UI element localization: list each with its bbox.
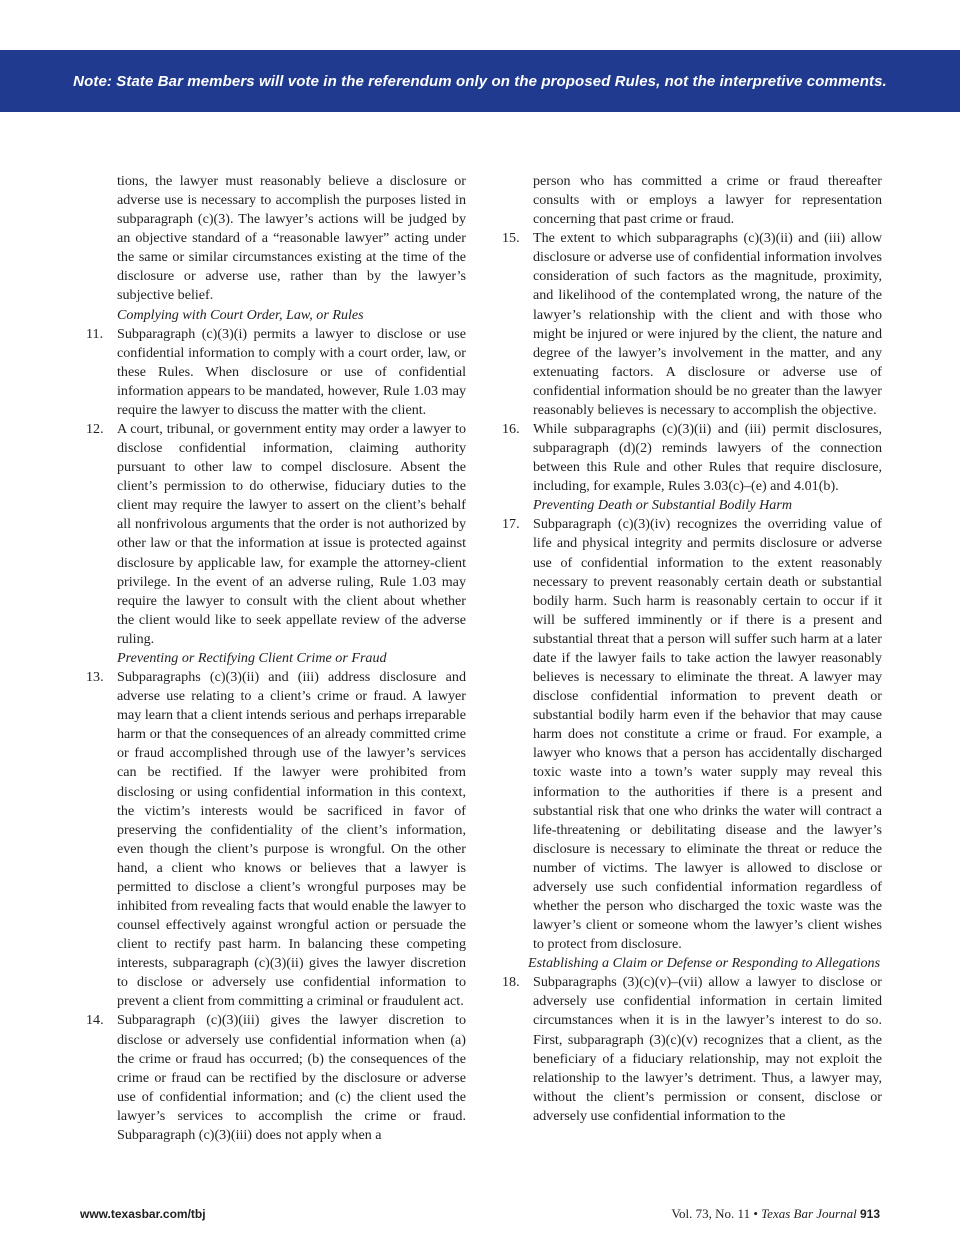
bullet-separator: • [753,1206,758,1221]
section-heading: Preventing or Rectifying Client Crime or Fraud [117,649,387,666]
comment-number: 17. [502,516,520,533]
comment-text: Subparagraph (c)(3)(i) permits a lawyer to disclose or use confidential information to comply with a court order, law, or these Rules. When disclosure or use of confidential information appears to be mandated, however, Rule 1.03 may require the lawyer to discuss the matter with the client. [117,325,466,418]
comment-item [502,515,882,954]
left-column [86,172,466,1145]
comment-text: Subparagraphs (c)(3)(ii) and (iii) address disclosure and adverse use relating to a client’s crime or fraud. A lawyer may learn that a client intends serious and perhaps irreparable harm or that the consequences of an already committed crime or fraud accomplished through use of the lawyer’s services can be rectified. If the lawyer were prohibited from disclosing or using confidential information in this context, the victim’s interests would be sacrificed in favor of preserving the confidentiality of the client’s information, even though the client’s purpose is wrongful. On the other hand, a client who knows or believes that a lawyer is permitted to disclose a client’s wrongful purposes may be inhibited from revealing facts that would enable the lawyer to counsel effectively against wrongful action or persuade the client to rectify past harm. In balancing these competing interests, subparagraph (c)(3)(ii) gives the lawyer discretion to disclose or adversely use confidential information to prevent a client from committing a criminal or fraudulent act. [117,669,466,1010]
section-heading: Complying with Court Order, Law, or Rules [117,306,364,323]
comment-text: Subparagraph (c)(3)(iii) gives the lawyer discretion to disclose or adversely use confidential information when (a) the crime or fraud has occurred; (b) the consequences of the crime or fraud can be rectified by the disclosure or adverse use of confidential information; and (c) the client used the lawyer’s services to accomplish the crime or fraud. Subparagraph (c)(3)(iii) does not apply when a [117,1012,466,1143]
comment-text: A court, tribunal, or government entity may order a lawyer to disclose confidential information, claiming authority pursuant to other law to compel disclosure. Absent the client’s permission to do otherwise, fiduciary duties to the client may require the lawyer to assert on the client’s behalf all nonfrivolous arguments that the order is not authorized by other law or that the information at issue is protected against disclosure by applicable law, for example the attorney-client privilege. In the event of an adverse ruling, Rule 1.03 may require the lawyer to consult with the client about whether the client would like to seek appellate review of the adverse ruling. [117,421,466,647]
comment-text: The extent to which subparagraphs (c)(3)(ii) and (iii) allow disclosure or adverse use of confidential information involves consideration of such factors as the magnitude, proximity, and likelihood of the contemplated wrong, the nature of the lawyer’s relationship with the client and with those who might be injured or were injured by the client, the nature and degree of the lawyer’s involvement in the matter, and any extenuating factors. A disclosure or adverse use of confidential information should be no greater than the lawyer reasonably believes is necessary to accomplish the objective. [533,230,882,418]
website-link[interactable]: www.texasbar.com/tbj [80,1207,206,1221]
note-banner [0,50,960,112]
journal-name: Texas Bar Journal [761,1206,857,1221]
comment-number: 18. [502,974,520,991]
comment-number: 11. [86,325,104,342]
section-heading: Preventing Death or Substantial Bodily Harm [533,497,793,514]
comment-text: Subparagraphs (3)(c)(v)–(vii) allow a lawyer to disclose or adversely use confidential information in certain limited circumstances when it is in the lawyer’s interest to do so. First, subparagraph (3)(c)(v) recognizes that a client, as the beneficiary of a fiduciary relationship, may not exploit the relationship to the lawyer’s detriment. Thus, a lawyer may, without the client’s permission or consent, disclose or adversely use confidential information to the [533,974,882,1124]
comment-item [86,1011,466,1145]
comment-number: 16. [502,421,520,438]
comment-item [86,420,466,649]
section-heading: Establishing a Claim or Defense or Responding to Allegations [528,955,881,972]
comment-item [86,325,466,420]
comment-item [502,420,882,496]
comment-text: Subparagraph (c)(3)(iv) recognizes the overriding value of life and physical integrity and permits disclosure or adverse use of confidential information to the extent reasonably necessary to prevent reasonably certain death or substantial bodily harm. Such harm is reasonably certain to occur if it will be suffered imminently or if there is a present and substantial threat that a person will suffer such harm at a later date if the lawyer fails to take action the lawyer reasonably believes is necessary to eliminate the threat. A lawyer may disclose confidential information to prevent death or substantial bodily harm even if the behavior that may cause harm does not constitute a crime or fraud. For example, a lawyer who knows that a person has accidentally discharged toxic waste into a town’s water supply may reveal this information to the authorities if there is a present and substantial risk that one who drinks the water will contract a life-threatening or debilitating disease and the lawyer’s disclosure is necessary to eliminate the threat or reduce the number of victims. The lawyer is allowed to disclose or adversely use such confidential information regardless of whether the person who discharged the toxic waste was the lawyer’s client or someone whom the lawyer’s client wishes to protect from disclosure. [533,516,882,953]
continuation-text: tions, the lawyer must reasonably believe a disclosure or adverse use is necessary to accomplish the purposes listed in subparagraph (c)(3). The lawyer’s actions will be judged by an objective standard of a “reasonable lawyer” acting under the same or similar circumstances existing at the time of the disclosure or adverse use, rather than by the lawyer’s subjective belief. [117,173,466,304]
comment-number: 14. [86,1012,104,1029]
page-footer [671,1206,880,1222]
comment-number: 12. [86,421,104,438]
page-number: 913 [859,1207,880,1221]
comment-item [502,229,882,420]
volume-info: Vol. 73, No. 11 [671,1206,751,1221]
comment-item [502,973,882,1126]
comment-number: 15. [502,230,520,247]
comment-text: While subparagraphs (c)(3)(ii) and (iii) permit disclosures, subparagraph (d)(2) reminds lawyers of the connection between this Rule and other Rules that require disclosure, including, for example, Rules 3.03(c)–(e) and 4.01(b). [533,421,882,495]
comment-number: 13. [86,669,104,686]
comment-item [86,668,466,1011]
continuation-text: person who has committed a crime or fraud thereafter consults with or employs a lawyer for representation concerning that past crime or fraud. [533,173,882,228]
banner-text: Note: State Bar members will vote in the referendum only on the proposed Rules, not the interpretive comments. [73,72,887,90]
right-column [502,172,882,1126]
